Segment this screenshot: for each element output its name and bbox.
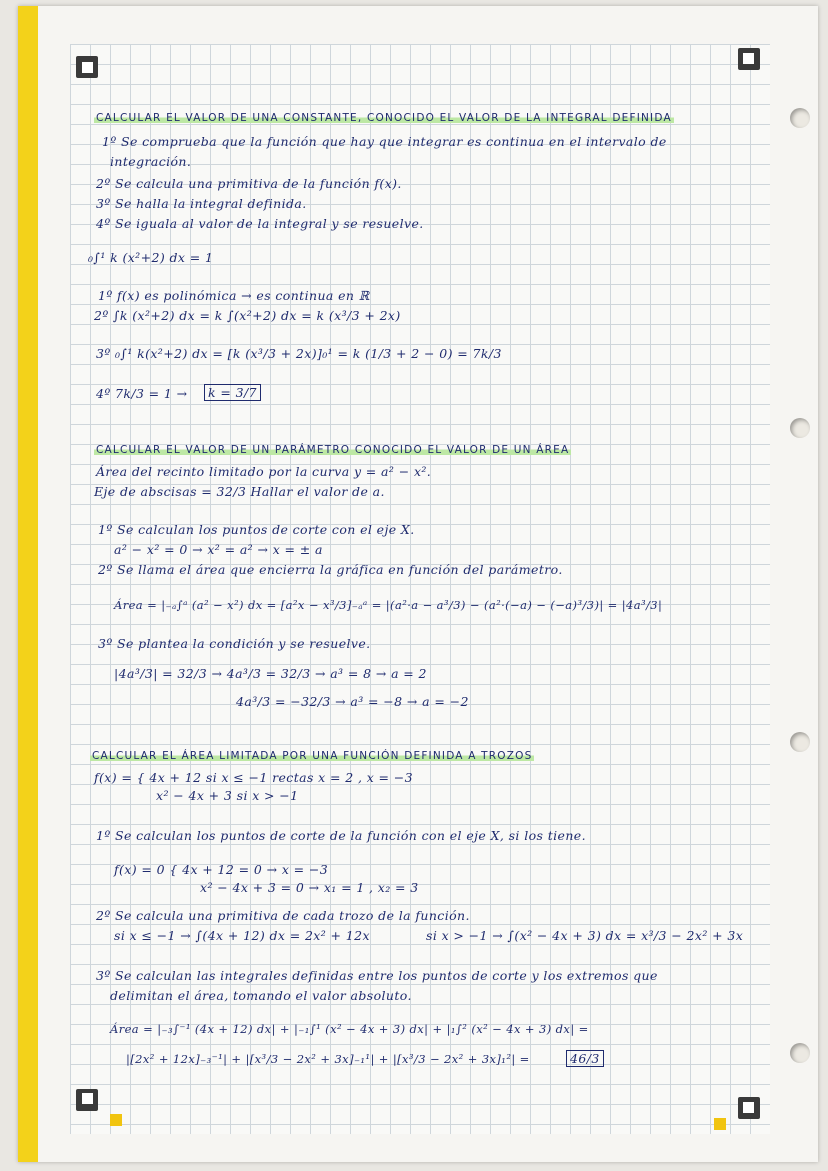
equation-line: x² − 4x + 3 = 0 → x₁ = 1 , x₂ = 3 bbox=[200, 880, 419, 895]
step-line: 1º Se calculan los puntos de corte de la función con el eje X, si los tiene. bbox=[96, 828, 586, 843]
equation-line: Área = |₋₃∫⁻¹ (4x + 12) dx| + |₋₁∫¹ (x² − 4x + 3) dx| + |₁∫² (x² − 4x + 3) dx| = bbox=[110, 1022, 589, 1036]
punch-hole bbox=[790, 1043, 810, 1063]
function-line: x² − 4x + 3 si x > −1 bbox=[156, 788, 299, 803]
notebook-page bbox=[18, 6, 818, 1162]
yellow-margin-strip bbox=[18, 6, 38, 1162]
equation-line: si x > −1 → ∫(x² − 4x + 3) dx = x³/3 − 2x² + 3x bbox=[426, 928, 744, 943]
boxed-answer: 46/3 bbox=[566, 1050, 604, 1067]
punch-hole bbox=[790, 732, 810, 752]
corner-mark-icon bbox=[738, 1097, 760, 1119]
step-line: 1º Se comprueba que la función que hay que integrar es continua en el intervalo de bbox=[102, 134, 667, 149]
corner-mark-icon bbox=[76, 56, 98, 78]
solution-line: 4º 7k/3 = 1 → bbox=[96, 386, 188, 401]
yellow-square-mark bbox=[110, 1114, 122, 1126]
yellow-square-mark bbox=[714, 1118, 726, 1130]
step-line: integración. bbox=[110, 154, 192, 169]
punch-hole bbox=[790, 108, 810, 128]
boxed-answer: k = 3/7 bbox=[204, 384, 261, 401]
step-line: delimitan el área, tomando el valor absoluto. bbox=[110, 988, 412, 1003]
step-line: 3º Se plantea la condición y se resuelve. bbox=[98, 636, 371, 651]
function-line: f(x) = { 4x + 12 si x ≤ −1 rectas x = 2 , x = −3 bbox=[94, 770, 414, 785]
step-line: 3º Se calculan las integrales definidas entre los puntos de corte y los extremos que bbox=[96, 968, 658, 983]
equation-line: Área = |₋ₐ∫ᵃ (a² − x²) dx = [a²x − x³/3]₋ₐᵃ = |(a²·a − a³/3) − (a²·(−a) − (−a)³/3)| = |4a³/3| bbox=[114, 598, 663, 612]
statement-line: Eje de abscisas = 32/3 Hallar el valor de a. bbox=[94, 484, 385, 499]
step-line: 2º Se calcula una primitiva de la función f(x). bbox=[96, 176, 402, 191]
equation-line: 4a³/3 = −32/3 → a³ = −8 → a = −2 bbox=[236, 694, 469, 709]
solution-line: 1º f(x) es polinómica → es continua en ℝ bbox=[98, 288, 370, 303]
step-line: 4º Se iguala al valor de la integral y se resuelve. bbox=[96, 216, 424, 231]
section-title: CALCULAR EL VALOR DE UN PARÁMETRO CONOCIDO EL VALOR DE UN ÁREA bbox=[96, 444, 570, 456]
statement-line: Área del recinto limitado por la curva y = a² − x². bbox=[96, 464, 432, 479]
equation-line: f(x) = 0 { 4x + 12 = 0 → x = −3 bbox=[114, 862, 329, 877]
section-title: CALCULAR EL VALOR DE UNA CONSTANTE, CONOCIDO EL VALOR DE LA INTEGRAL DEFINIDA bbox=[96, 112, 672, 124]
solution-line: 3º ₀∫¹ k(x²+2) dx = [k (x³/3 + 2x)]₀¹ = k (1/3 + 2 − 0) = 7k/3 bbox=[96, 346, 502, 361]
solution-line: 2º ∫k (x²+2) dx = k ∫(x²+2) dx = k (x³/3 + 2x) bbox=[94, 308, 401, 323]
equation-line: si x ≤ −1 → ∫(4x + 12) dx = 2x² + 12x bbox=[114, 928, 370, 943]
equation-line: a² − x² = 0 → x² = a² → x = ± a bbox=[114, 542, 323, 557]
corner-mark-icon bbox=[76, 1089, 98, 1111]
equation-line: |[2x² + 12x]₋₃⁻¹| + |[x³/3 − 2x² + 3x]₋₁¹| + |[x³/3 − 2x² + 3x]₁²| = bbox=[126, 1052, 530, 1066]
step-line: 1º Se calculan los puntos de corte con el eje X. bbox=[98, 522, 415, 537]
punch-hole bbox=[790, 418, 810, 438]
step-line: 3º Se halla la integral definida. bbox=[96, 196, 307, 211]
example-equation: ₀∫¹ k (x²+2) dx = 1 bbox=[88, 250, 214, 265]
step-line: 2º Se calcula una primitiva de cada trozo de la función. bbox=[96, 908, 470, 923]
equation-line: |4a³/3| = 32/3 → 4a³/3 = 32/3 → a³ = 8 → a = 2 bbox=[114, 666, 427, 681]
step-line: 2º Se llama el área que encierra la gráfica en función del parámetro. bbox=[98, 562, 563, 577]
corner-mark-icon bbox=[738, 48, 760, 70]
section-title: CALCULAR EL ÁREA LIMITADA POR UNA FUNCIÓN DEFINIDA A TROZOS bbox=[92, 750, 533, 762]
